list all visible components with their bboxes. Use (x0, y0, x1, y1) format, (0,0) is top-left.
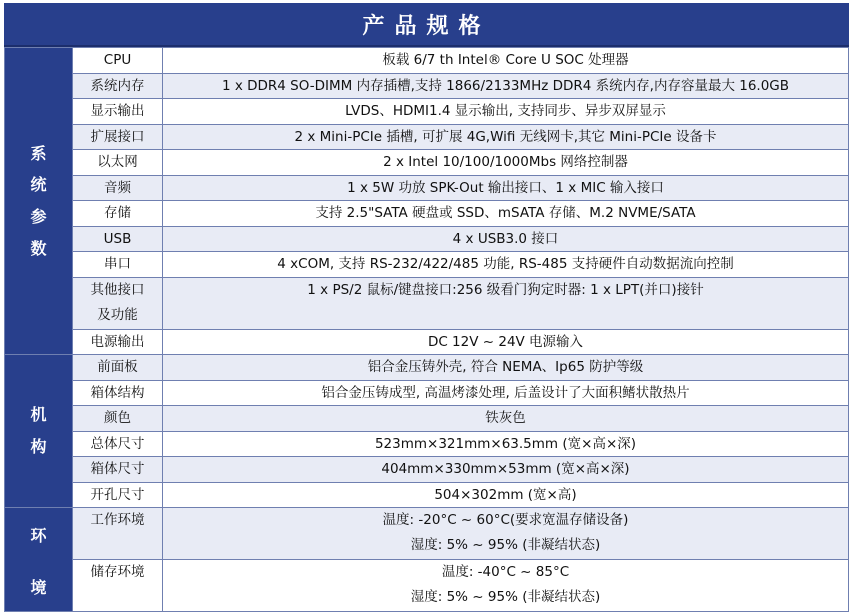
row-label: 箱体结构 (73, 380, 163, 406)
row-label (73, 508, 163, 560)
row-label: 显示输出 (73, 99, 163, 125)
page-title: 产品规格 (4, 3, 849, 47)
section-system-label (5, 48, 73, 355)
row-label: USB (73, 226, 163, 252)
row-value-line: 温度: -20°C ~ 60°C(要求宽温存储设备) (382, 512, 629, 528)
table-row (5, 226, 849, 252)
row-label: CPU (73, 48, 163, 74)
row-label: 箱体尺寸 (73, 457, 163, 483)
row-value: 铝合金压铸外壳, 符合 NEMA、Ip65 防护等级 (163, 355, 849, 381)
section-structure-label (5, 355, 73, 508)
row-label: 总体尺寸 (73, 431, 163, 457)
row-value: DC 12V ~ 24V 电源输入 (163, 329, 849, 355)
row-value (163, 508, 849, 560)
row-value (163, 560, 849, 612)
table-row (5, 99, 849, 125)
section-char: 系 (30, 143, 47, 163)
row-value: 504×302mm (宽×高) (163, 482, 849, 508)
row-label-line: 及功能 (97, 306, 138, 323)
row-value: 1 x 5W 功放 SPK-Out 输出接口、1 x MIC 输入接口 (163, 175, 849, 201)
row-value: LVDS、HDMI1.4 显示输出, 支持同步、异步双屏显示 (163, 99, 849, 125)
row-label: 开孔尺寸 (73, 482, 163, 508)
row-value: 铝合金压铸成型, 高温烤漆处理, 后盖设计了大面积鳍状散热片 (163, 380, 849, 406)
table-row (5, 73, 849, 99)
table-row (5, 252, 849, 278)
table-row (5, 508, 849, 560)
row-value: 2 x Intel 10/100/1000Mbs 网络控制器 (163, 150, 849, 176)
row-value: 2 x Mini-PCIe 插槽, 可扩展 4G,Wifi 无线网卡,其它 Mini-PCIe 设备卡 (163, 124, 849, 150)
spec-sheet (4, 3, 849, 608)
row-label: 存储 (73, 201, 163, 227)
row-label: 电源输出 (73, 329, 163, 355)
row-label (73, 560, 163, 612)
table-row (5, 380, 849, 406)
row-value-line: 湿度: 5% ~ 95% (非凝结状态) (410, 537, 601, 553)
table-row (5, 457, 849, 483)
table-row (5, 48, 849, 74)
row-label: 以太网 (73, 150, 163, 176)
section-environment-label (5, 508, 73, 612)
section-char: 机 (30, 405, 47, 425)
row-value: 铁灰色 (163, 406, 849, 432)
row-value: 1 x DDR4 SO-DIMM 内存插槽,支持 1866/2133MHz DDR4 系统内存,内存容量最大 16.0GB (163, 73, 849, 99)
row-label-line: 其他接口 (90, 281, 145, 298)
table-row (5, 277, 849, 329)
table-row (5, 124, 849, 150)
table-row (5, 406, 849, 432)
row-label: 系统内存 (73, 73, 163, 99)
spec-table (4, 47, 849, 612)
row-label: 前面板 (73, 355, 163, 381)
row-label: 串口 (73, 252, 163, 278)
section-char: 参 (30, 207, 47, 226)
table-row (5, 150, 849, 176)
row-value: 支持 2.5"SATA 硬盘或 SSD、mSATA 存储、M.2 NVME/SATA (163, 201, 849, 227)
row-label-line: 储存环境 (90, 564, 145, 580)
row-label-line: 工作环境 (90, 512, 145, 528)
table-row (5, 329, 849, 355)
row-value: 4 x USB3.0 接口 (163, 226, 849, 252)
row-value-line: 湿度: 5% ~ 95% (非凝结状态) (410, 589, 601, 605)
row-value-line: 温度: -40°C ~ 85°C (441, 564, 570, 580)
table-row (5, 175, 849, 201)
row-label: 扩展接口 (73, 124, 163, 150)
section-char: 境 (30, 577, 47, 597)
section-char: 统 (30, 175, 47, 195)
table-row (5, 482, 849, 508)
row-label (73, 277, 163, 329)
table-row (5, 201, 849, 227)
section-char: 构 (30, 437, 47, 456)
row-value: 1 x PS/2 鼠标/键盘接口:256 级看门狗定时器: 1 x LPT(并口)接针 (163, 277, 849, 329)
row-value: 523mm×321mm×63.5mm (宽×高×深) (163, 431, 849, 457)
row-label: 颜色 (73, 406, 163, 432)
table-row (5, 355, 849, 381)
row-label: 音频 (73, 175, 163, 201)
section-char: 数 (30, 238, 47, 258)
table-row (5, 560, 849, 612)
row-value: 404mm×330mm×53mm (宽×高×深) (163, 457, 849, 483)
table-row (5, 431, 849, 457)
section-char: 环 (30, 525, 47, 545)
row-value: 板载 6/7 th Intel® Core U SOC 处理器 (163, 48, 849, 74)
row-value: 4 xCOM, 支持 RS-232/422/485 功能, RS-485 支持硬件自动数据流向控制 (163, 252, 849, 278)
